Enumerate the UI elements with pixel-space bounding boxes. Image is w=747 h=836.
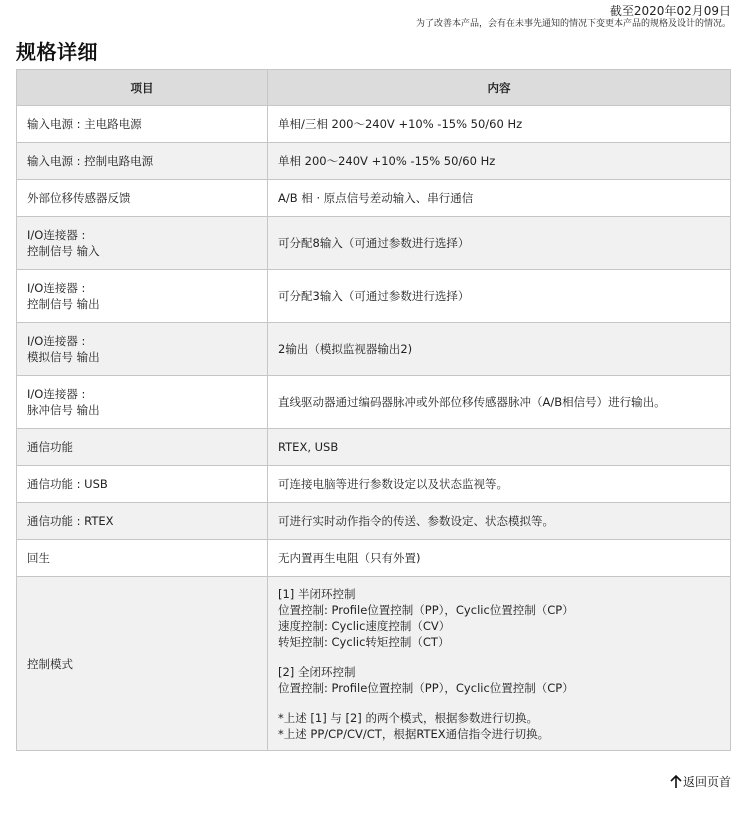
spec-item-label: 通信功能	[27, 440, 73, 454]
table-row	[17, 106, 731, 143]
arrow-up-icon	[670, 775, 682, 789]
spec-content-paragraph	[278, 394, 720, 410]
table-row	[17, 143, 731, 180]
spec-item-cell	[17, 503, 268, 540]
spec-item-label: 模拟信号 输出	[27, 350, 100, 364]
spec-item-cell	[17, 180, 268, 217]
spec-content-line: [1] 半闭环控制	[278, 586, 356, 601]
spec-content-paragraph	[278, 476, 720, 492]
table-row	[17, 429, 731, 466]
spec-item-label: 回生	[27, 551, 50, 565]
page-title: 规格详细	[16, 40, 98, 64]
spec-content-paragraph	[278, 513, 720, 529]
spec-content-cell	[268, 323, 731, 376]
table-header-row	[17, 70, 731, 106]
spec-content-paragraph	[278, 288, 720, 304]
spec-item-label: I/O连接器 :	[27, 281, 86, 295]
spec-table-body	[17, 106, 731, 751]
spec-item-cell	[17, 106, 268, 143]
spec-item-label: 脉冲信号 输出	[27, 403, 100, 417]
spec-content-paragraph	[278, 439, 720, 455]
spec-content-cell	[268, 217, 731, 270]
spec-content-line: 位置控制: Profile位置控制（PP），Cyclic位置控制（CP）	[278, 680, 574, 695]
spec-content-cell	[268, 180, 731, 217]
spec-item-cell	[17, 466, 268, 503]
spec-content-line: RTEX, USB	[278, 440, 339, 454]
spec-item-cell	[17, 143, 268, 180]
spec-content-paragraph	[278, 550, 720, 566]
spec-content-line: 速度控制: Cyclic速度控制（CV）	[278, 618, 451, 633]
spec-content-line: 可分配3输入（可通过参数进行选择）	[278, 289, 470, 303]
column-header-item: 项目	[17, 70, 268, 106]
table-row	[17, 577, 731, 751]
spec-content-line: 可分配8输入（可通过参数进行选择）	[278, 236, 470, 250]
spec-item-label: 控制信号 输入	[27, 244, 100, 258]
spec-item-label: 控制模式	[27, 656, 73, 671]
spec-content-cell	[268, 429, 731, 466]
spec-item-cell	[17, 270, 268, 323]
table-row	[17, 466, 731, 503]
header-meta	[416, 4, 731, 30]
spec-content-cell	[268, 466, 731, 503]
spec-content-cell	[268, 270, 731, 323]
spec-item-label: 控制信号 输出	[27, 297, 100, 311]
table-row	[17, 217, 731, 270]
spec-item-cell	[17, 217, 268, 270]
spec-item-label: I/O连接器 :	[27, 228, 86, 242]
back-to-top-link[interactable]	[670, 773, 731, 790]
spec-content-cell	[268, 143, 731, 180]
spec-content-line: 单相 200～240V +10% -15% 50/60 Hz	[278, 154, 496, 168]
spec-item-label: 通信功能 : RTEX	[27, 514, 114, 528]
spec-content-line: 转矩控制: Cyclic转矩控制（CT）	[278, 634, 450, 649]
table-row	[17, 270, 731, 323]
spec-content-line: 单相/三相 200～240V +10% -15% 50/60 Hz	[278, 117, 523, 131]
spec-item-label: I/O连接器 :	[27, 334, 86, 348]
spec-content-cell	[268, 577, 731, 751]
spec-content-paragraph	[278, 341, 720, 357]
spec-content-line: 2输出（模拟监视器输出2)	[278, 342, 413, 356]
table-row	[17, 323, 731, 376]
spec-table	[16, 69, 731, 751]
spec-content-cell	[268, 376, 731, 429]
spec-item-cell	[17, 540, 268, 577]
spec-content-paragraph	[278, 235, 720, 251]
spec-item-cell	[17, 323, 268, 376]
spec-content-line: *上述 PP/CP/CV/CT，根据RTEX通信指令进行切换。	[278, 726, 550, 741]
spec-content-paragraph	[278, 153, 720, 169]
table-row	[17, 540, 731, 577]
table-row	[17, 376, 731, 429]
spec-content-line: [2] 全闭环控制	[278, 664, 356, 679]
spec-content-line: *上述 [1] 与 [2] 的两个模式，根据参数进行切换。	[278, 710, 538, 725]
spec-content-line: 可连接电脑等进行参数设定以及状态监视等。	[278, 477, 508, 491]
change-notice: 为了改善本产品，会有在未事先通知的情况下变更本产品的规格及设计的情况。	[415, 19, 731, 29]
spec-content-paragraph	[278, 664, 720, 696]
spec-content-cell	[268, 540, 731, 577]
spec-item-label: 输入电源 : 主电路电源	[27, 117, 142, 131]
update-date: 截至2020年02月09日	[609, 4, 731, 18]
back-to-top-label: 返回页首	[682, 775, 731, 789]
table-row	[17, 180, 731, 217]
spec-content-line: A/B 相 · 原点信号差动输入、串行通信	[278, 191, 474, 205]
spec-item-cell	[17, 376, 268, 429]
spec-content-cell	[268, 503, 731, 540]
spec-content-line: 直线驱动器通过编码器脉冲或外部位移传感器脉冲（A/B相信号）进行输出。	[278, 395, 666, 409]
spec-content-paragraph	[278, 116, 720, 132]
spec-item-cell	[17, 429, 268, 466]
spec-content-line: 可进行实时动作指令的传送、参数设定、状态模拟等。	[278, 514, 554, 528]
spec-content-line: 无内置再生电阻（只有外置)	[278, 551, 421, 565]
spec-item-label: 通信功能 : USB	[27, 477, 108, 491]
spec-item-label: I/O连接器 :	[27, 387, 86, 401]
table-row	[17, 503, 731, 540]
column-header-content: 内容	[268, 70, 731, 106]
spec-content-paragraph	[278, 710, 720, 742]
spec-content-cell	[268, 106, 731, 143]
spec-content-paragraph	[278, 586, 720, 650]
spec-item-label: 输入电源 : 控制电路电源	[27, 154, 154, 168]
spec-item-cell	[17, 577, 268, 751]
spec-content-paragraph	[278, 190, 720, 206]
spec-content-line: 位置控制: Profile位置控制（PP），Cyclic位置控制（CP）	[278, 602, 574, 617]
spec-item-label: 外部位移传感器反馈	[27, 191, 131, 205]
